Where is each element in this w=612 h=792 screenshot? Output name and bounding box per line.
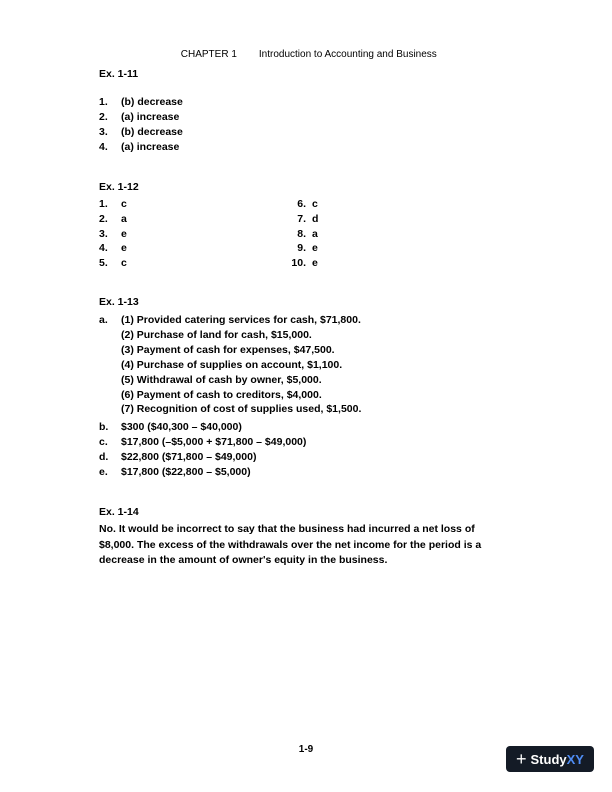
ex11-item: 2. (a) increase — [99, 111, 180, 123]
ex12-item: 4. e — [99, 242, 127, 254]
ex12-heading: Ex. 1-12 — [99, 181, 139, 193]
ex13-a-item: (5) Withdrawal of cash by owner, $5,000. — [121, 374, 322, 386]
ex14-paragraph: No. It would be incorrect to say that the business had incurred a net loss of $8,000. The excess of the withdrawals over the net income for the period is a decrease in the amount of owner's equity in the business. — [99, 523, 482, 566]
ex12-item: 7. d — [297, 213, 319, 225]
ex11-item: 1. (b) decrease — [99, 96, 183, 108]
ex13-item: b. $300 ($40,300 – $40,000) — [99, 421, 242, 433]
ex13-a-item: (3) Payment of cash for expenses, $47,500. — [121, 344, 335, 356]
ex12-item: 3. e — [99, 228, 127, 240]
page-number: 1-9 — [298, 744, 314, 755]
logo-brand-accent: XY — [566, 751, 584, 767]
ex13-item: d. $22,800 ($71,800 – $49,000) — [99, 451, 257, 463]
logo-brand: Study — [530, 751, 567, 767]
studyxy-logo[interactable] — [506, 746, 594, 772]
ex12-item: 5. c — [99, 257, 127, 269]
ex13-a-item: (4) Purchase of supplies on account, $1,100. — [121, 359, 343, 371]
ex12-item: 2. a — [99, 213, 127, 225]
ex13-item: e. $17,800 ($22,800 – $5,000) — [99, 466, 251, 478]
ex11-item: 3. (b) decrease — [99, 126, 183, 138]
ex12-item: 10. e — [291, 257, 318, 269]
ex13-label-a: a. — [99, 314, 108, 326]
ex12-item: 9. e — [297, 242, 318, 254]
ex13-a-item: (7) Recognition of cost of supplies used, $1,500. — [121, 403, 362, 415]
ex11-heading: Ex. 1-11 — [99, 68, 139, 80]
ex13-a-item: (6) Payment of cash to creditors, $4,000. — [121, 389, 322, 401]
ex11-item: 4. (a) increase — [99, 141, 180, 153]
ex12-item: 1. c — [99, 198, 127, 210]
ex13-item: c. $17,800 (–$5,000 + $71,800 – $49,000) — [99, 436, 307, 448]
ex12-item: 6. c — [297, 198, 318, 210]
ex13-a-item: (2) Purchase of land for cash, $15,000. — [121, 329, 312, 341]
plus-icon: + — [516, 749, 527, 769]
ex13-a-item: (1) Provided catering services for cash, $71,800. — [121, 314, 361, 326]
page-header — [0, 38, 612, 60]
ex14-heading: Ex. 1-14 — [99, 506, 139, 518]
ex13-heading: Ex. 1-13 — [99, 296, 139, 308]
chapter-label: CHAPTER 1 — [180, 49, 237, 60]
ex12-item: 8. a — [297, 228, 318, 240]
chapter-title: Introduction to Accounting and Business — [258, 49, 437, 60]
